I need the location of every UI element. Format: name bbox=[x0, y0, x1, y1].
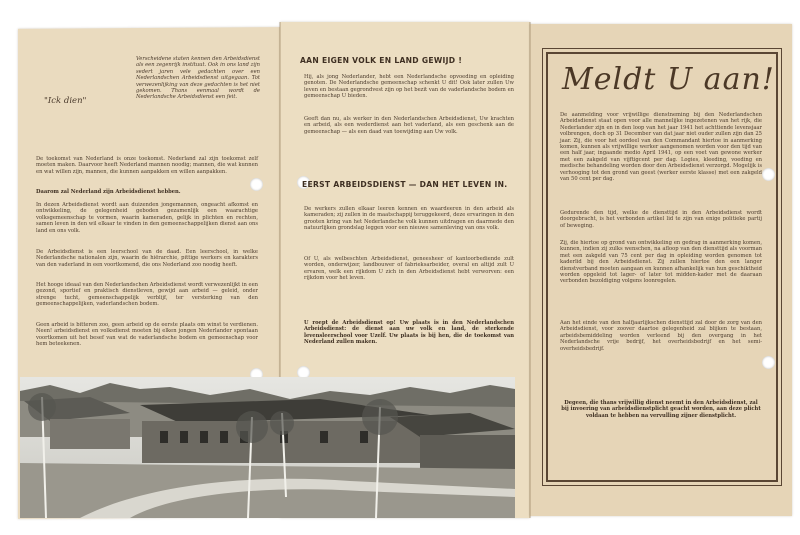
intro-text: Verscheidene staten kennen den Arbeidsdienst als een zegenrijk instituut. Ook in ons land zijn sedert jaren vele gedachten over een Nederlandschen Arbeidsdienst uitgegaan. Tot verwezenlijking van deze gedachten is het niet gekomen. Thans eenmaal wordt de Nederlandsche Arbeidsdienst een feit. bbox=[136, 56, 260, 101]
fold-line-right bbox=[529, 22, 531, 518]
middle-heading: AAN EIGEN VOLK EN LAND GEWIJD ! bbox=[300, 56, 463, 65]
right-paragraph: Aan het einde van den halfjaarlijkschen diensttijd zal door de zorg van den Arbeidsdienst, voor zoover daartoe gelegenheid zal blijken te bestaan, arbeidsbemiddeling worden verleend bij den overgang in het Nederlandsche vrije bedrijf, het overheidsbedrijf en het semi-overheidsbedrijf. bbox=[560, 320, 762, 352]
announcement-title: Meldt U aan! bbox=[562, 62, 775, 97]
middle-paragraph: Geeft dan nu, als werker in den Nederlandschen Arbeidsdienst, Uw krachten en arbeid, als een wederdienst aan het vaderland, als een geschenk aan de gemeenschap — als een daad van toewijding aan Uw volk. bbox=[304, 116, 514, 135]
motto: "Ick dien" bbox=[44, 96, 87, 106]
right-paragraph: De aanmelding voor vrijwillige dienstneming bij den Nederlandschen Arbeidsdienst staat open voor alle mannelijke ingezetenen van het rijk, die Nederlander zijn en in den loop van het jaar 1941 het achttiende levensjaar volbrengen, doch op 31 December van dat jaar niet ouder zullen zijn dan 25 jaar. Zij, die voor het oordeel van den Commandant hiertoe in aanmerking komen, kunnen als vrijwillige werker aangenomen worden voor den tijd van een half jaar, ingaande medio April 1941, op een voet van gewone werker met een zakgeld van vijftigcent per dag. Logies, kleeding, voeding en medische behandeling worden door den Arbeidsdienst verzorgd. Mogelijk is verhooging tot den grond van geest (werker eerste klasse) met een zakgeld van 50 cent per dag. bbox=[560, 112, 762, 183]
left-subheading: Daarom zal Nederland zijn Arbeidsdienst hebben. bbox=[36, 189, 181, 195]
right-paragraph: Gedurende den tijd, welke de diensttijd in den Arbeidsdienst wordt doorgebracht, is het verbonden artikel lid te zijn van enige politieke partij of beweging. bbox=[560, 210, 762, 229]
left-paragraph: Geen arbeid is bitteren zoo, geen arbeid op de eerste plaats om winst te verdienen. Neen! arbeidsdienst en volksdienst moeten bij elken jongen Nederlander spontaan voortkomen uit het besef van wat de vaderlandsche bodem en gemeenschap voor hem beteekenen. bbox=[36, 322, 258, 348]
left-paragraph: Het hooge ideaal van den Nederlandschen Arbeidsdienst wordt verwezenlijkt in een gezond, sportief en praktisch dienstleven, gewijd aan arbeid — geleid, onder strenge tucht, gemeenschappelijk verblijf, ter versterking van den gemeenschappelijken, vaderlandschen bodem. bbox=[36, 282, 258, 308]
middle-paragraph: Of U, als welbeschten Arbeidsdienst, geneesheer of kantoorbediende zult worden, onderwijzer, landbouwer of fabrieksarbeider, overal en altijd zult U ervaren, welk een rijkdom U zich in den Arbeidsdienst hebt verworven: een rijkdom voor het leven. bbox=[304, 256, 514, 282]
middle-paragraph: Hij, als jong Nederlander, hebt een Nederlandsche opvoeding en opleiding genoten. De Nederlandsche gemeenschap schenkt U dit! Ook later zullen Uw leven en bestaan gegrondvest zijn op het bezit van de vaderlandsche bodem en gemeenschap U bieden. bbox=[304, 74, 514, 100]
right-paragraph: Zij, die hiertoe op grond van ontwikkeling en gedrag in aanmerking komen, kunnen, indien zij zulks wenschen, na afloop van den diensttijd als voorman met een zakgeld van 75 cent per dag in opleiding worden genomen tot kaderlid bij den Arbeidsdienst. Zij zullen hiertoe den een langer dienstverband moeten aangaan en kunnen afhankelijk van hun geschiktheid worden opgeleid tot lager- of later tot midden-kader met de daaraan verbonden bezoldiging volgens loonregelen. bbox=[560, 240, 762, 285]
left-paragraph: In dezen Arbeidsdienst wordt aan duizenden jongemannen, ongeacht afkomst en ontwikkeling, de gelegenheid geboden gezamenlijk een waarachtige volksgemeenschap te vormen, waarin kameraden, gelijk in plichten en rechten, samen leven in den wil elkaar te vinden in den gemeenschappelijken dienst aan ons land en ons volk. bbox=[36, 202, 258, 234]
middle-call-to-action: U roept de Arbeidsdienst op! Uw plaats is in den Nederlandschen Arbeidsdienst: de dienst aan uw volk en land, de sterkende levensleerschool voor Uzelf. Uw plaats is bij hen, die de toekomst van Nederland zullen maken. bbox=[304, 320, 514, 346]
right-closing-note: Degeen, die thans vrijwillig dienst neemt in den Arbeidsdienst, zal bij invoering van arbeidsdienstplicht geacht worden, aan deze plicht voldaan te hebben na vervulling zijner dienstplicht. bbox=[561, 400, 761, 419]
middle-paragraph: De werkers zullen elkaar leeren kennen en waardeeren in den arbeid als kameraden; zij zullen in de maatschappij teruggekeerd, deze ervaringen in den grooten kring van het Nederlandsche volk kunnen uitdragen en daarmede den natuurlijken grondslag leggen voor een nieuwe samenleving van ons volk. bbox=[304, 206, 514, 232]
left-paragraph: De Arbeidsdienst is een leerschool van de daad. Een leerschool, in welke Nederlandsche nationalen zijn, waarin de hiërarchie, pittige werkers en karakters van den vaderland in een voortkomend, die ons Nederland zoo noodig heeft. bbox=[36, 249, 258, 268]
camp-photo-illustration bbox=[20, 377, 515, 518]
camp-photo bbox=[20, 377, 515, 518]
left-paragraph: De toekomst van Nederland is onze toekomst. Nederland zal zijn toekomst zelf moeten maken. Daarvoor heeft Nederland mannen noodig; mannen, die wat kunnen en wat willen zijn, mannen, die kunnen aanpakken en willen aanpakken. bbox=[36, 156, 258, 175]
middle-heading: EERST ARBEIDSDIENST — DAN HET LEVEN IN. bbox=[302, 180, 508, 189]
